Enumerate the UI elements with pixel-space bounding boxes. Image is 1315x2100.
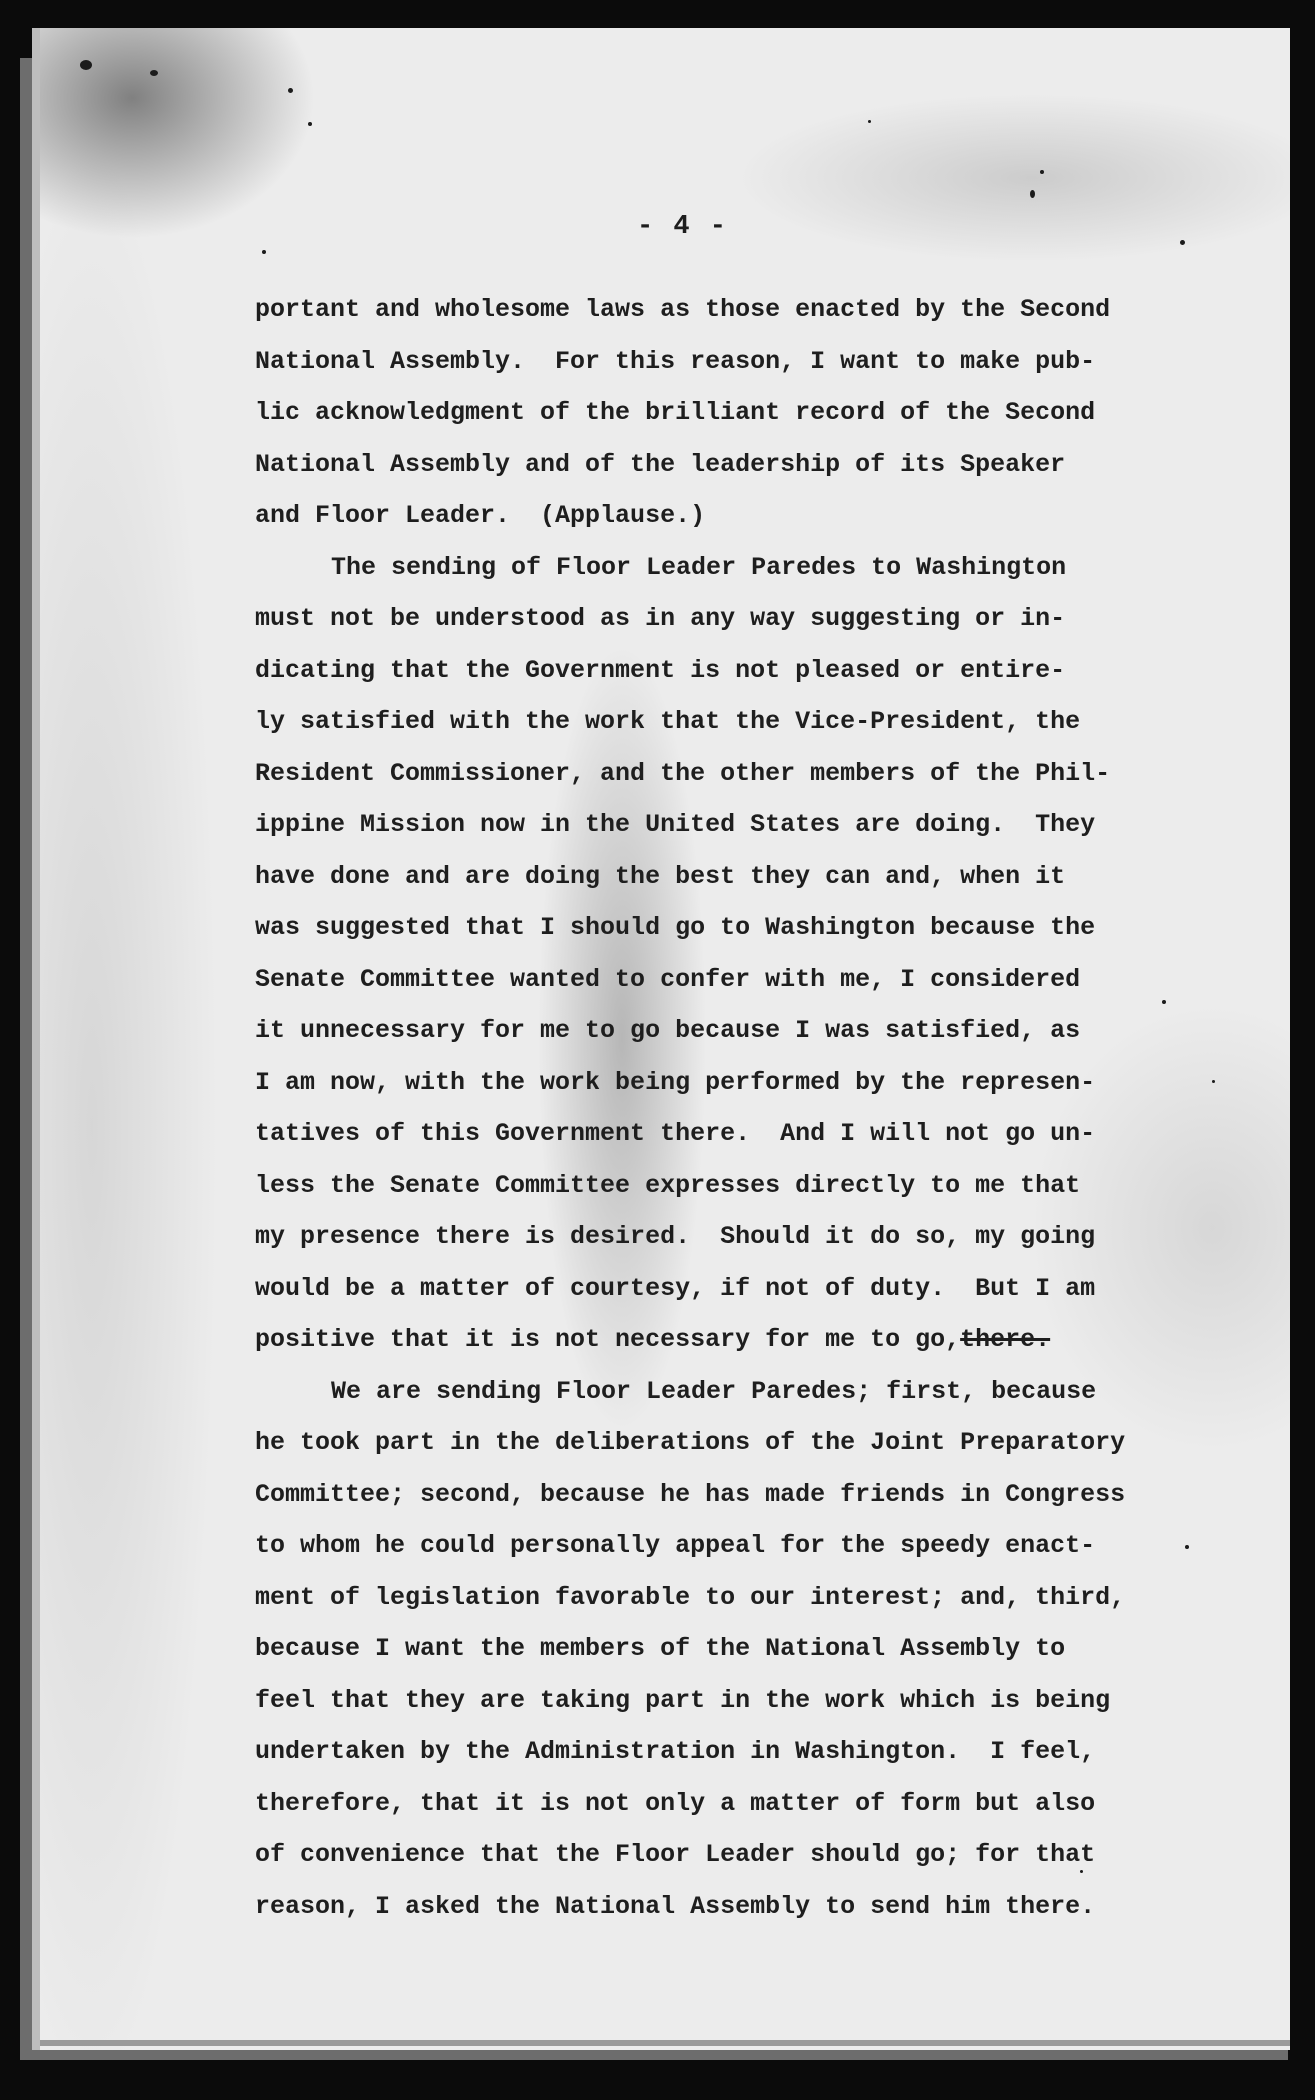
text-line: Committee; second, because he has made friends in Congress bbox=[255, 1479, 1126, 1509]
page-number: - 4 - bbox=[636, 212, 728, 242]
text-line: feel that they are taking part in the work which is being bbox=[255, 1685, 1111, 1715]
text-line: he took part in the deliberations of the Joint Preparatory bbox=[255, 1428, 1126, 1457]
paragraph bbox=[255, 284, 1195, 542]
dust-speck bbox=[288, 88, 293, 93]
text-line: must not be understood as in any way suggesting or in- bbox=[255, 604, 1066, 633]
page-bottom-edge bbox=[40, 2040, 1290, 2046]
text-line: ippine Mission now in the United States are doing. They bbox=[255, 810, 1096, 839]
text-line: tatives of this Government there. And I will not go un- bbox=[255, 1119, 1096, 1148]
page-left-edge bbox=[32, 28, 40, 2050]
paragraph bbox=[255, 1366, 1195, 1933]
text-line: therefore, that it is not only a matter of form but also bbox=[255, 1788, 1096, 1818]
text-line: I am now, with the work being performed by the represen- bbox=[255, 1067, 1096, 1097]
dust-speck bbox=[80, 60, 92, 70]
text-line-with-strikeout bbox=[255, 1314, 1195, 1366]
text-line: my presence there is desired. Should it do so, my going bbox=[255, 1222, 1096, 1251]
text-line: portant and wholesome laws as those enacted by the Second bbox=[255, 295, 1111, 324]
text-line: ly satisfied with the work that the Vice-President, the bbox=[255, 707, 1081, 736]
text-line: have done and are doing the best they can and, when it bbox=[255, 861, 1066, 891]
text-line: less the Senate Committee expresses directly to me that bbox=[255, 1170, 1081, 1200]
text-line: undertaken by the Administration in Washington. I feel, bbox=[255, 1737, 1096, 1766]
dust-speck bbox=[1040, 170, 1044, 174]
text-line: The sending of Floor Leader Paredes to Washington bbox=[331, 552, 1067, 582]
text-line: of convenience that the Floor Leader should go; for that bbox=[255, 1840, 1096, 1869]
struck-out-word: there. bbox=[960, 1325, 1051, 1354]
text-line: Senate Committee wanted to confer with me, I considered bbox=[255, 964, 1081, 994]
dust-speck bbox=[262, 250, 266, 254]
text-line: was suggested that I should go to Washington because the bbox=[255, 913, 1096, 942]
dust-speck bbox=[868, 120, 871, 123]
dust-speck bbox=[1030, 190, 1035, 198]
text-line: reason, I asked the National Assembly to send him there. bbox=[255, 1891, 1096, 1921]
text-line: and Floor Leader. (Applause.) bbox=[255, 501, 706, 530]
text-line: Resident Commissioner, and the other members of the Phil- bbox=[255, 758, 1111, 788]
text-line: dicating that the Government is not pleased or entire- bbox=[255, 655, 1066, 685]
text-line: ment of legislation favorable to our interest; and, third, bbox=[255, 1582, 1126, 1612]
text-line: We are sending Floor Leader Paredes; first, because bbox=[331, 1376, 1097, 1406]
document-body bbox=[255, 284, 1195, 1932]
text-line: National Assembly. For this reason, I want to make pub- bbox=[255, 346, 1096, 376]
text-line: to whom he could personally appeal for the speedy enact- bbox=[255, 1531, 1096, 1560]
dust-speck bbox=[1212, 1080, 1215, 1083]
text-line: it unnecessary for me to go because I was satisfied, as bbox=[255, 1016, 1081, 1045]
text-line: would be a matter of courtesy, if not of duty. But I am bbox=[255, 1273, 1096, 1303]
text-line: National Assembly and of the leadership of its Speaker bbox=[255, 449, 1066, 479]
dust-speck bbox=[308, 122, 312, 126]
text-line: lic acknowledgment of the brilliant record of the Second bbox=[255, 398, 1096, 427]
paragraph bbox=[255, 542, 1195, 1366]
dust-speck bbox=[150, 70, 158, 76]
text-line-main: positive that it is not necessary for me to go, bbox=[255, 1325, 961, 1354]
text-line: because I want the members of the National Assembly to bbox=[255, 1634, 1066, 1663]
